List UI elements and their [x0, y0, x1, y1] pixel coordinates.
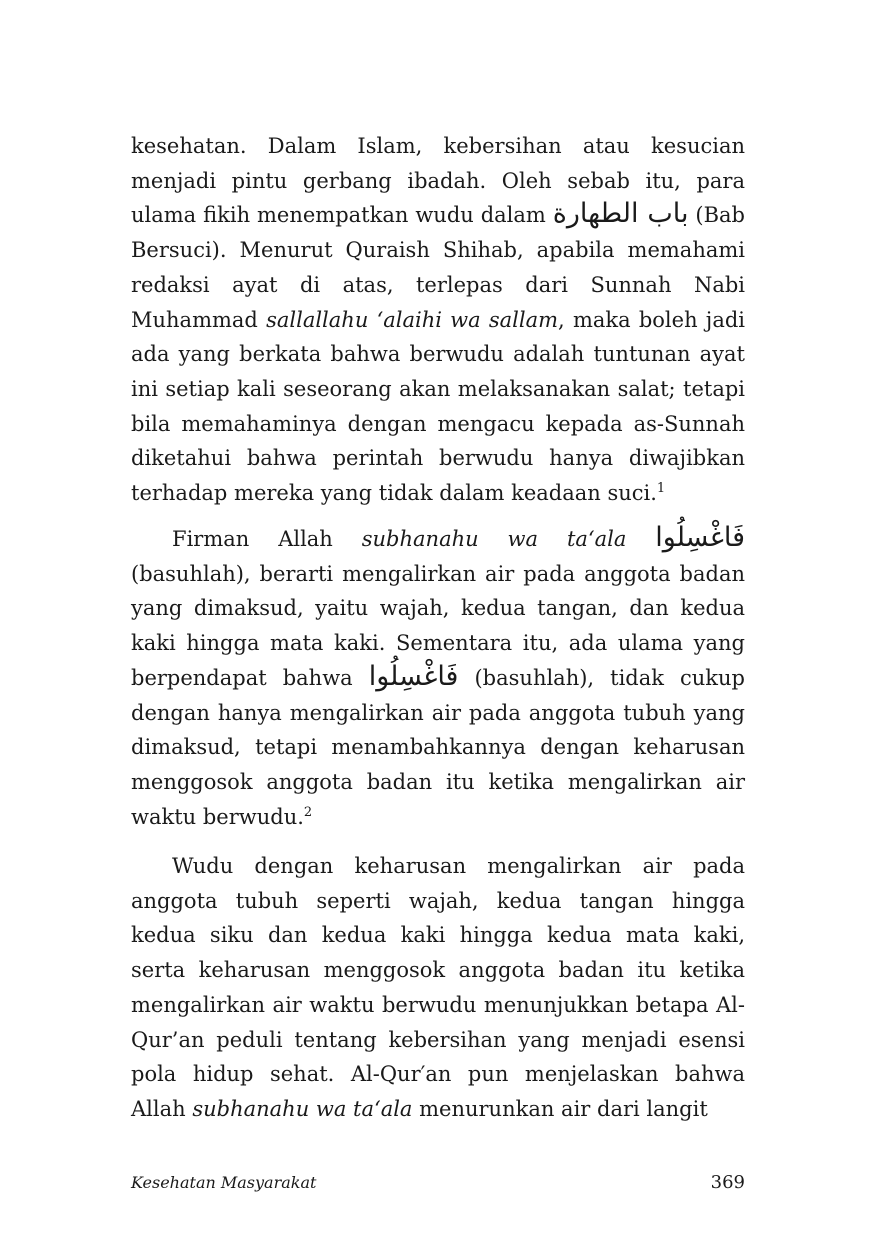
body-text [131, 129, 745, 511]
paragraph-2 [131, 522, 745, 834]
paragraph-3-text-a: Wudu dengan keharusan mengalirkan air pada anggota tubuh seperti wajah, kedua tangan hingga kedua siku dan kedua kaki hingga kedua mata kaki, serta keharusan menggosok anggota badan itu ketika mengalirkan air waktu berwudu menunjukkan betapa Al-Qur’an peduli tentang kebersihan yang menjadi esensi pola hidup sehat. Al-Qur′an pun menjelaskan bahwa Allah [131, 854, 745, 1121]
subhanahu-italic: subhanahu wa ta‘ala [361, 527, 627, 551]
subhanahu-italic-2: subhanahu wa ta‘ala [192, 1096, 413, 1121]
footnote-ref-2[interactable]: 2 [303, 804, 313, 820]
page-number: 369 [710, 1172, 745, 1193]
paragraph-1-text-c: , maka boleh jadi ada yang berkata bahwa berwudu adalah tuntunan ayat ini setiap kali seseorang akan melaksanakan salat; tetapi bila memahaminya dengan mengacu kepada as-Sunnah diketahui bahwa perintah berwudu hanya diwajibkan terhadap mereka yang tidak dalam keadaan suci. [131, 307, 745, 506]
paragraph-2-text-a: Firman Allah [172, 527, 362, 551]
arabic-faghsilu: فَاغْسِلُوا [655, 522, 745, 553]
body-text-2 [131, 522, 745, 834]
page-footer [131, 1172, 745, 1193]
paragraph-2-text-c: (basuhlah), tidak cukup dengan hanya mengalirkan air pada anggota tubuh yang dimaksud, tetapi menambahkannya dengan keharusan menggosok anggota badan itu ketika mengalirkan air waktu berwudu. [131, 665, 745, 829]
paragraph-1-text-a: kesehatan. Dalam Islam, kebersihan atau kesucian menjadi pintu gerbang ibadah. Oleh sebab itu, para ulama fikih menempatkan wudu dalam [131, 134, 745, 228]
paragraph-2-text-b: (basuhlah), berarti mengalirkan air pada anggota badan yang dimaksud, yaitu wajah, kedua tangan, dan kedua kaki hingga mata kaki. Sementara itu, ada ulama yang berpendapat bahwa [131, 561, 745, 690]
paragraph-1-text-b: (Bab Bersuci). Menurut Quraish Shihab, apabila memahami redaksi ayat di atas, terlepas dari Sunnah Nabi Muhammad [131, 203, 745, 332]
paragraph-3 [131, 849, 745, 1127]
arabic-bab-thaharah: باب الطهارة [552, 198, 689, 230]
arabic-faghsilu-2: فَاغْسِلُوا [368, 660, 459, 692]
body-text-3 [131, 849, 745, 1127]
paragraph-1 [131, 129, 745, 511]
footnote-ref-1[interactable]: 1 [656, 481, 666, 497]
book-title: Kesehatan Masyarakat [131, 1173, 317, 1192]
honorific-italic: sallallahu ‘alaihi wa sallam [266, 307, 559, 332]
paragraph-3-text-b: menurunkan air dari langit [412, 1096, 708, 1121]
